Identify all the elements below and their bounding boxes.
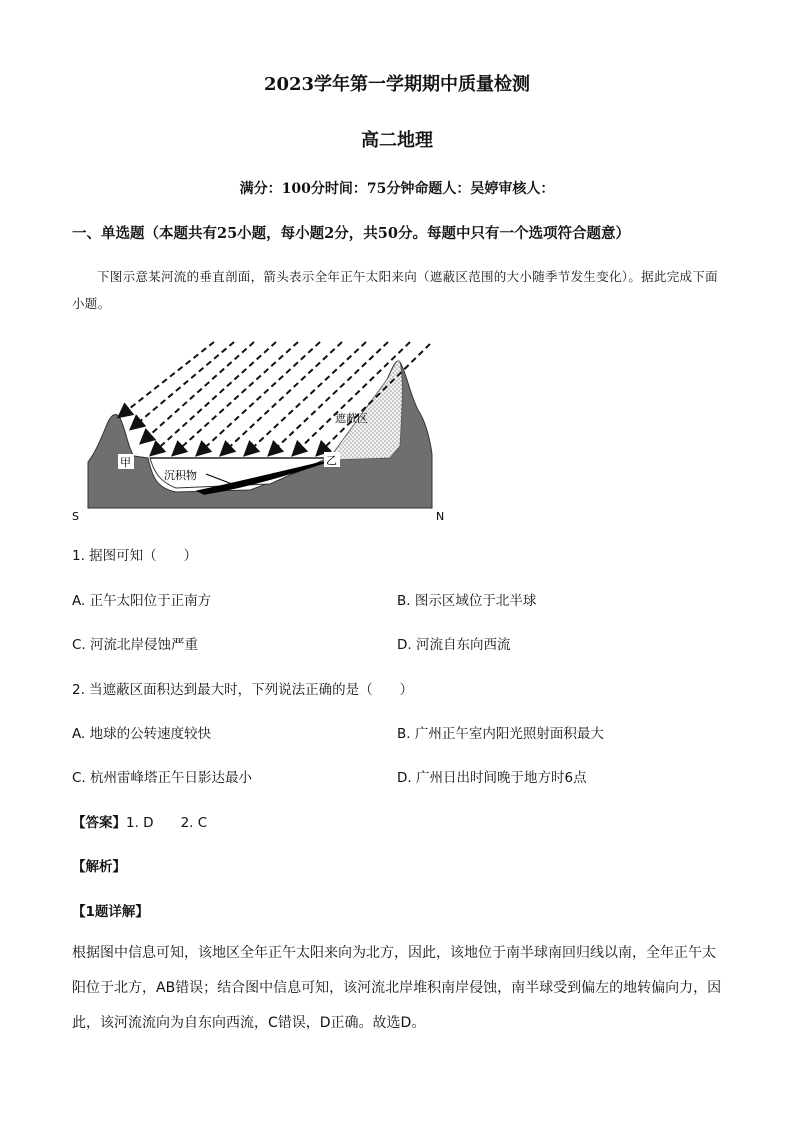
sun-ray-arrow [198,342,320,454]
label-jia: 甲 [120,456,131,469]
question-1-stem: 1. 据图可知（ ） [72,548,198,564]
question-2-option-a: A. 地球的公转速度较快 [72,726,212,742]
exam-info: 满分：100分时间：75分钟命题人：吴婷审核人： [239,181,555,197]
detail-text: 根据图中信息可知，该地区全年正午太阳来向为北方，因此，该地位于南半球南回归线以南，全年正午太阳位于北方，AB错误；结合图中信息可知，该河流北岸堆积南岸侵蚀，南半球受到偏左的地转偏向力，因此，该河流流向为自东向西流，C错误，D正确。故选D。 [72,945,722,1031]
answer-line [72,811,207,831]
question-2-option-c: C. 杭州雷峰塔正午日影达最小 [72,770,253,786]
intro-text: 下图示意某河流的垂直剖面，箭头表示全年正午太阳来向（遮蔽区范围的大小随季节发生变化）。据此完成下面小题。 [72,269,718,311]
question-2-stem: 2. 当遮蔽区面积达到最大时，下列说法正确的是（ ） [72,682,414,698]
section-heading: 一、单选题（本题共有25小题，每小题2分，共50分。每题中只有一个选项符合题意） [72,225,630,242]
question-1-option-d: D. 河流自东向西流 [397,637,511,653]
question-1-option-b: B. 图示区域位于北半球 [397,593,537,609]
label-shadow-zone: 遮蔽区 [335,412,368,425]
label-yi: 乙 [326,454,337,467]
label-sediment: 沉积物 [164,469,197,482]
label-south: S [72,510,79,523]
sun-ray-arrow [222,342,342,454]
sun-ray-arrow [120,342,214,416]
sun-ray-arrow [152,342,276,454]
river-profile-figure [70,350,445,525]
question-2-option-d: D. 广州日出时间晚于地方时6点 [397,770,587,786]
question-1-option-c: C. 河流北岸侵蚀严重 [72,637,199,653]
sun-ray-arrow [142,342,254,442]
answer-label: 【答案】 [72,815,126,831]
question-1-option-a: A. 正午太阳位于正南方 [72,593,212,609]
page-title: 2023学年第一学期期中质量检测 [263,74,531,95]
label-north: N [436,510,445,523]
page-subtitle: 高二地理 [361,130,433,151]
answer-text: 1. D 2. C [126,815,208,831]
analysis-label: 【解析】 [72,859,126,875]
shadow-zone [328,361,402,460]
detail-label: 【1题详解】 [72,904,149,920]
question-2-option-b: B. 广州正午室内阳光照射面积最大 [397,726,604,742]
sun-ray-arrow [132,342,234,428]
